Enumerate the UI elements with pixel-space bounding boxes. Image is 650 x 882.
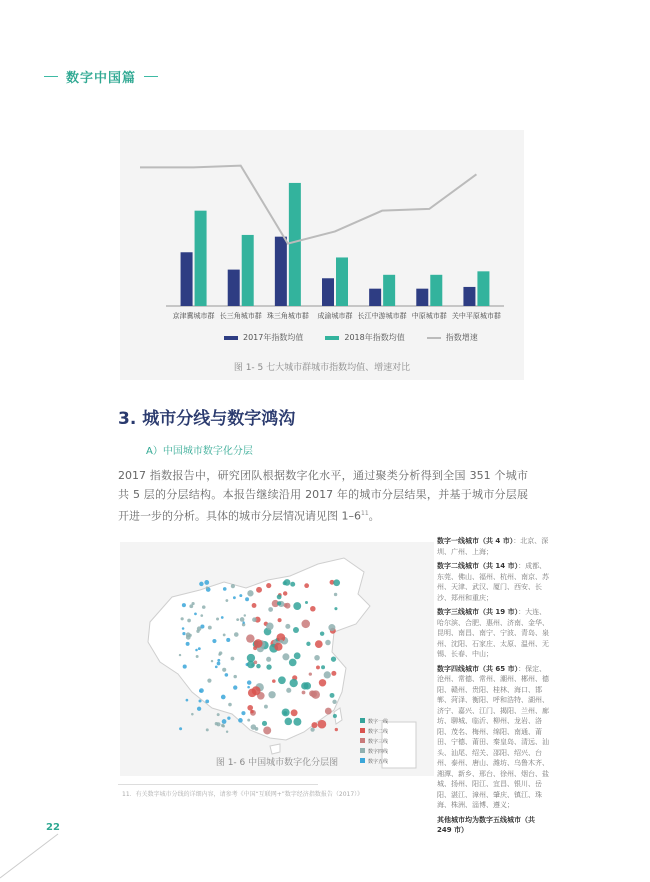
city-dot [239, 594, 242, 597]
city-dot [189, 604, 193, 608]
legend-label-2017: 2017年指数均值 [243, 333, 304, 342]
header-rule-left [44, 76, 58, 77]
map-legend-swatch [360, 738, 365, 743]
x-tick-label: 长江中游城市群 [357, 312, 407, 320]
footnote-rule [118, 784, 318, 785]
tier-list [437, 536, 549, 836]
tier-1-body: ：北京、深圳、广州、上海； [437, 537, 549, 556]
city-dot [241, 711, 245, 715]
x-tick-label: 京津冀城市群 [172, 312, 215, 320]
city-dot [266, 623, 274, 631]
map-legend-label: 数字一线 [368, 719, 389, 725]
city-dot [233, 685, 237, 689]
x-tick-label: 长三角城市群 [219, 312, 262, 320]
city-dot [221, 616, 224, 619]
section-title: 3. 城市分线与数字鸿沟 [118, 409, 296, 429]
city-dot [274, 643, 282, 651]
bar-2018-1 [242, 235, 254, 306]
city-dot [181, 617, 184, 620]
city-dot [182, 603, 186, 607]
legend-item-2018 [325, 332, 404, 343]
city-dot [332, 700, 336, 704]
tier-5-summary: 其他城市均为数字五线城市（共 249 市） [437, 815, 535, 834]
city-dot [266, 583, 271, 588]
section-subtitle: A）中国城市数字化分层 [146, 446, 253, 457]
city-dot [215, 665, 218, 668]
city-dot [294, 652, 301, 659]
city-dot [319, 679, 326, 686]
city-dot [280, 640, 284, 644]
city-dot [247, 680, 251, 684]
map-legend-label: 数字四线 [368, 749, 389, 755]
city-dot [245, 597, 249, 601]
city-dot [204, 580, 209, 585]
tier-4 [437, 664, 549, 811]
page-number: 22 [46, 822, 60, 833]
bar-2018-4 [383, 275, 395, 306]
legend-label-2018: 2018年指数均值 [344, 333, 405, 342]
tier-1 [437, 536, 549, 557]
legend-swatch-2018 [325, 336, 339, 340]
city-dot [310, 728, 314, 732]
city-dot [198, 699, 201, 702]
tier-4-body: ：保定、沧州、常德、常州、潮州、郴州、德阳、赣州、贵阳、桂林、海口、邯郸、菏泽、衡阳、呼和浩特、湖州、济宁、嘉兴、江门、揭阳、兰州、廊坊、聊城、临沂、柳州、龙岩、洛阳、茂名、梅州、绵阳、南通、莆田、宁德、莆田、秦皇岛、清远、汕头、汕尾、绍关、邵阳、绍兴、台州、泰州、唐山、潍坊、乌鲁木齐、湘潭、新乡、邢台、徐州、烟台、盐城、扬州、阳江、宜昌、银川、岳阳、湛江、漳州、肇庆、镇江、珠海、株洲、淄博、遵义； [437, 664, 549, 809]
legend-swatch-2017 [224, 336, 238, 340]
city-dot [289, 659, 297, 667]
city-dot [311, 722, 317, 728]
chart-legend [224, 332, 478, 343]
city-dot [282, 653, 289, 660]
city-dot [223, 587, 227, 591]
city-dot [325, 708, 332, 715]
tier-3-head: 数字三线城市（共 19 市） [437, 608, 519, 616]
city-dot [211, 660, 213, 662]
city-dot [225, 599, 228, 602]
city-dot [293, 627, 299, 633]
city-dot [216, 617, 219, 620]
x-tick-label: 中原城市群 [411, 312, 447, 320]
city-dot [310, 606, 316, 612]
tier-2 [437, 561, 549, 603]
city-dot [198, 647, 201, 650]
city-dot [187, 619, 191, 623]
china-map [120, 542, 434, 776]
city-dot [222, 668, 226, 672]
city-dot [197, 707, 201, 711]
city-dot [225, 673, 229, 677]
city-dot [252, 603, 257, 608]
city-dot [186, 642, 190, 646]
city-dot [310, 691, 317, 698]
city-dot [208, 626, 212, 630]
city-dot [255, 727, 259, 731]
bar-2018-0 [195, 211, 207, 306]
city-dot [206, 728, 209, 731]
header-title: 数字中国篇 [66, 71, 137, 86]
city-dot [328, 624, 335, 631]
map-legend-label: 数字二线 [368, 729, 389, 735]
bar-2017-1 [228, 270, 240, 306]
footnote: 11．有关数字城市分线的详细内容，请参考《中国“互联网+”数字经济指数报告（2017）》 [122, 791, 364, 798]
city-dot [316, 665, 320, 669]
city-dot [301, 620, 310, 629]
city-dot [331, 671, 336, 676]
bar-2017-6 [463, 287, 475, 306]
city-dot [207, 679, 211, 683]
city-dot [309, 672, 312, 675]
city-dot [186, 632, 191, 637]
city-dot [247, 661, 255, 669]
tier-2-head: 数字二线城市（共 14 市） [437, 562, 519, 570]
bar-2018-3 [336, 257, 348, 306]
city-dot [226, 638, 230, 642]
city-dot [238, 718, 243, 723]
city-dot [231, 657, 235, 661]
city-dot [200, 625, 204, 629]
city-dot [285, 718, 293, 726]
city-dot [246, 634, 254, 642]
city-dot [268, 607, 273, 612]
city-dot [331, 656, 336, 661]
city-dot [199, 688, 204, 693]
city-dot [293, 602, 301, 610]
city-dot [324, 671, 331, 678]
city-dot [262, 721, 267, 726]
legend-swatch-growth [427, 337, 441, 339]
city-dot [222, 725, 225, 728]
city-dot [217, 662, 221, 666]
legend-item-growth [427, 332, 478, 343]
city-dot [333, 579, 340, 586]
city-dot [290, 582, 295, 587]
city-dot [256, 664, 260, 668]
x-tick-label: 珠三角城市群 [266, 312, 309, 320]
city-dot [182, 627, 185, 630]
city-dot [191, 713, 194, 716]
city-dot [335, 728, 338, 731]
tier-1-head: 数字一线城市（共 4 市） [437, 537, 514, 545]
tier-2-body: ：成都、东莞、佛山、福州、杭州、南京、苏州、天津、武汉、厦门、西安、长沙、郑州和重庆； [437, 562, 549, 602]
figure-1-6-caption: 图 1- 6 中国城市数字化分层图 [215, 758, 339, 768]
city-dot [231, 584, 235, 588]
city-dot [200, 614, 203, 617]
city-dot [227, 716, 230, 719]
city-dot [315, 640, 323, 648]
city-dot [222, 719, 227, 724]
city-dot [283, 711, 287, 715]
city-dot [223, 634, 226, 637]
body-paragraph-text: 2017 指数报告中，研究团队根据数字化水平，通过聚类分析得到全国 351 个城市共 5 层的分层结构。本报告继续沿用 2017 年的城市分层结果，并基于城市分层展开进一步的分析。具体的城市分层情况请见图 1–6 [118, 469, 528, 523]
city-dot [290, 679, 298, 687]
city-dot [205, 699, 209, 703]
city-dot [278, 618, 282, 622]
city-dot [334, 593, 337, 596]
city-dot [305, 601, 308, 604]
bar-2017-0 [181, 252, 193, 306]
city-dot [218, 653, 221, 656]
city-dot [244, 614, 246, 616]
city-dot [199, 582, 203, 586]
city-dot [182, 632, 185, 635]
footnote-ref: 11 [361, 510, 369, 517]
city-dot [284, 579, 291, 586]
city-dot [272, 679, 276, 683]
tier-4-head: 数字四线城市（共 65 市） [437, 664, 519, 673]
city-dot [320, 631, 324, 635]
city-dot [212, 639, 216, 643]
city-dot [277, 595, 282, 600]
city-dot [242, 621, 244, 623]
header-rule-right [144, 76, 158, 77]
bar-2017-5 [416, 289, 428, 306]
city-dot [318, 720, 327, 729]
city-dot [186, 699, 189, 702]
city-dot [264, 705, 268, 709]
map-legend-swatch [360, 728, 365, 733]
city-dot [236, 618, 239, 621]
map-legend-swatch [360, 718, 365, 723]
x-tick-label: 关中平原城市群 [451, 312, 501, 320]
city-dot [217, 713, 220, 716]
city-dot [217, 659, 220, 662]
figure-1-5-caption: 图 1- 5 七大城市群城市指数均值、增速对比 [233, 363, 411, 373]
bar-2018-2 [289, 183, 301, 306]
city-dot [194, 612, 197, 615]
city-dot [333, 714, 337, 718]
x-tick-label: 成渝城市群 [317, 312, 353, 320]
city-dot [306, 642, 310, 646]
legend-label-growth: 指数增速 [445, 333, 478, 342]
city-dot [266, 664, 271, 669]
bar-2017-4 [369, 289, 381, 306]
city-dot [334, 607, 337, 610]
body-paragraph: 2017 指数报告中，研究团队根据数字化水平，通过聚类分析得到全国 351 个城市共 5 层的分层结构。本报告继续沿用 2017 年的城市分层结果，并基于城市分层展开进一步的分析。具体的城市分层情况请见图 $1-6^{11}$。 [118, 469, 528, 523]
city-dot [196, 655, 199, 658]
city-dot [256, 587, 262, 593]
city-dot [228, 703, 232, 707]
city-dot [286, 688, 291, 693]
bar-2017-2 [275, 237, 287, 306]
city-dot [304, 682, 311, 689]
corner-decoration [0, 820, 60, 882]
city-dot [221, 695, 226, 700]
city-dot [250, 710, 254, 714]
city-dot [202, 605, 206, 609]
hainan-outline [270, 744, 280, 754]
city-dot [277, 601, 281, 605]
city-dot [247, 590, 253, 596]
section-header [44, 67, 158, 86]
growth-line [140, 166, 476, 244]
city-dot [325, 640, 331, 646]
bar-2018-5 [430, 275, 442, 306]
city-dot [252, 686, 261, 695]
tier-3-body: ：大连、哈尔滨、合肥、惠州、济南、金华、昆明、南昌、南宁、宁波、青岛、泉州、沈阳、石家庄、太原、温州、无锡、长春、中山； [437, 608, 549, 658]
city-dot [293, 718, 301, 726]
city-dot [179, 654, 181, 656]
city-dot [314, 655, 320, 661]
map-legend-label: 数字三线 [368, 739, 389, 745]
city-dot [233, 675, 236, 678]
city-dot [247, 719, 250, 722]
city-dot [304, 583, 309, 588]
city-dot [278, 676, 286, 684]
map-panel [120, 542, 434, 776]
map-legend-swatch [360, 748, 365, 753]
city-dot [179, 727, 182, 730]
city-dot [302, 691, 306, 695]
city-dot [215, 722, 218, 725]
city-dot [233, 596, 236, 599]
tier-3 [437, 607, 549, 660]
city-dot [263, 727, 271, 735]
city-dot [330, 693, 335, 698]
city-dot [254, 661, 258, 665]
city-dot [268, 691, 275, 698]
city-dot [247, 686, 250, 689]
city-dot [240, 617, 245, 622]
map-legend-label: 数字五线 [368, 759, 389, 765]
city-dot [226, 731, 228, 733]
bar-2017-3 [322, 278, 334, 306]
city-dot [206, 586, 208, 588]
city-dot [234, 632, 239, 637]
city-dot [195, 649, 198, 652]
city-dot [291, 709, 298, 716]
city-dot [285, 624, 290, 629]
legend-item-2017 [224, 332, 303, 343]
city-dot [283, 591, 287, 595]
city-dot [252, 617, 257, 622]
city-dot [247, 705, 253, 711]
city-dot [254, 639, 263, 648]
city-dot [183, 665, 187, 669]
city-dot [266, 657, 271, 662]
bar-2018-6 [477, 271, 489, 306]
city-dot [321, 665, 325, 669]
